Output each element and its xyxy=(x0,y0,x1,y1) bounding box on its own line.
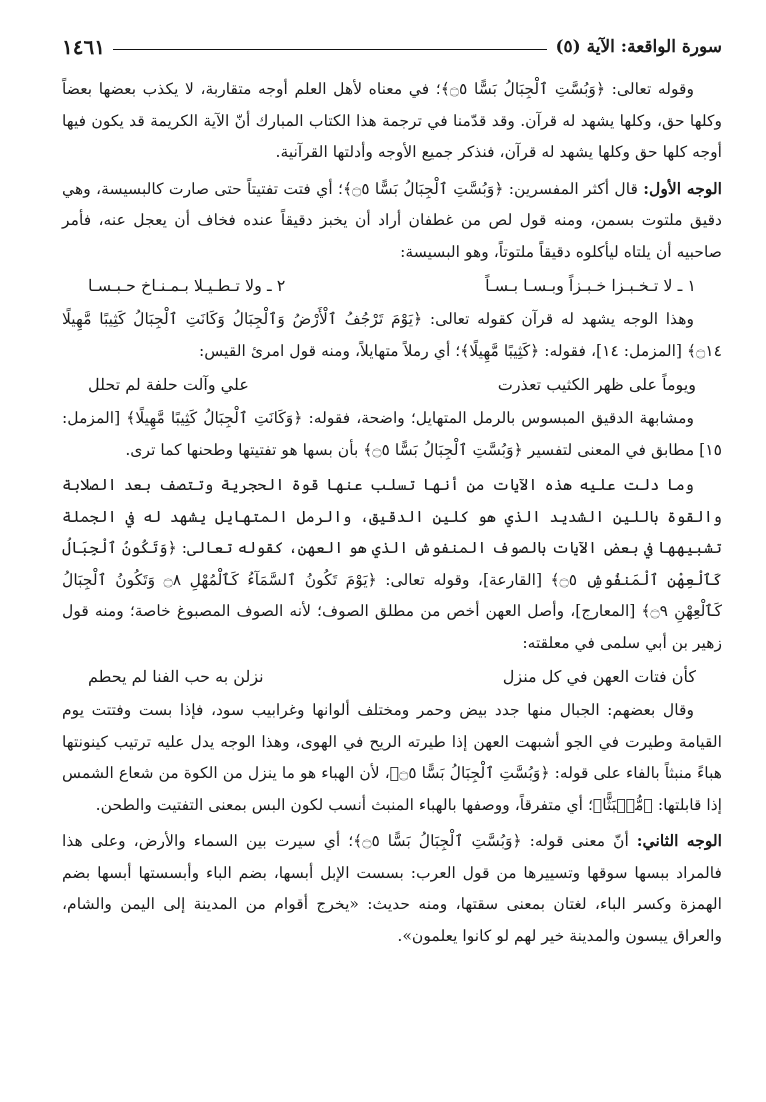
verse-3-second-hemistich: نزلن به حب الفنا لم يحطم xyxy=(88,667,264,686)
verse-1 xyxy=(62,268,722,304)
verse-1-first-hemistich: ١ ـ لا تـخـبـزا خـبـزاً وبـسـا بـسـاً xyxy=(485,276,696,295)
paragraph-evidence: وهذا الوجه يشهد له قرآن كقوله تعالى: ﴿يَوْمَ تَرْجُفُ ٱلْأَرْضُ وَٱلْجِبَالُ وَكَانَتِ ٱلْجِبَالُ كَثِيبًا مَّهِيلًا ۝١٤﴾ [المزمل: ١٤]، فقوله: ﴿كَثِيبًا مَّهِيلًا﴾؛ أي رملاً متهايلاً، ومنه قول امرئ القيس: xyxy=(62,310,722,360)
paragraph-first-view xyxy=(62,173,722,269)
paragraph-wool: وما دلت عليه هذه الآيات من أنها تسلب عنها قوة الحجرية وتتصف بعد الصلابة والقوة باللين الشديد الذي هو كلين الدقيق، والرمل المتهايل يشهد له في الجملة تشبيهها في بعض الآيات بالصوف المنفوش الذي هو العهن، كقوله تعالى: ﴿وَتَكُونُ ٱلْجِبَالُ كَٱلْعِهْنِ ٱلْمَنفُوشِ ۝٥﴾ [القارعة]، وقوله تعالى: ﴿يَوْمَ تَكُونُ ٱلسَّمَآءُ كَٱلْمُهْلِ ۝٨ وَتَكُونُ ٱلْجِبَالُ كَٱلْعِهْنِ ۝٩﴾ [المعارج]، وأصل العهن أخص من مطلق الصوف؛ لأنه الصوف المصبوغ خاصة؛ ومنه قول زهير بن أبي سلمى في معلقته: xyxy=(62,476,722,652)
body-text xyxy=(62,74,722,952)
paragraph-similarity: ومشابهة الدقيق المبسوس بالرمل المتهايل؛ واضحة، فقوله: ﴿وَكَانَتِ ٱلْجِبَالُ كَثِيبًا مَّهِيلًا﴾ [المزمل: ١٥] مطابق في المعنى لتفسير ﴿وَبُسَّتِ ٱلْجِبَالُ بَسًّا ۝٥﴾ بأن بسها هو تفتيتها وطحنها كما ترى. xyxy=(62,409,722,459)
verse-2-second-hemistich: علي وآلت حلفة لم تحلل xyxy=(88,375,249,394)
verse-1-second-hemistich: ٢ ـ ولا تـطـيـلا بـمـنـاخ حـبـسـا xyxy=(88,276,286,295)
first-view-heading: الوجه الأول: xyxy=(643,178,722,198)
page xyxy=(62,30,722,952)
verse-3 xyxy=(62,659,722,695)
verse-3-first-hemistich: كأن فتات العهن في كل منزل xyxy=(502,667,696,686)
second-view-heading: الوجه الثاني: xyxy=(636,831,722,850)
page-number: ١٤٦١ xyxy=(62,35,105,59)
second-view-text: أنّ معنى قوله: ﴿وَبُسَّتِ ٱلْجِبَالُ بَسًّا ۝٥﴾؛ أي سيرت بين السماء والأرض، وعلى هذا فالمراد ببسها سوقها وتسييرها من قول العرب: بسست الإبل أبسها، بضم الباء وأبسستها أبسها بضم الهمزة وكسر الباء، لغتان بمعنى سقتها، ومنه حديث: «يخرج أقوام من المدينة إلى اليمن والشام، والعراق يبسون والمدينة خير لهم لو كانوا يعلمون». xyxy=(62,832,722,945)
header-rule xyxy=(113,49,548,50)
verse-2 xyxy=(62,367,722,403)
paragraph-intro: وقوله تعالى: ﴿وَبُسَّتِ ٱلْجِبَالُ بَسًّا ۝٥﴾؛ في معناه لأهل العلم أوجه متقاربة، لا يكذب بعضها بعضاً وكلها حق، وكلها يشهد له قرآن. وقد قدّمنا في ترجمة هذا الكتاب المبارك أنّ الآية الكريمة قد يكون فيها أوجه كلها حق وكلها يشهد له قرآن، فنذكر جميع الأوجه وأدلتها القرآنية. xyxy=(62,80,722,161)
running-title: سورة الواقعة: الآية (٥) xyxy=(555,37,722,57)
first-view-text: قال أكثر المفسرين: ﴿وَبُسَّتِ ٱلْجِبَالُ بَسًّا ۝٥﴾؛ أي فتت تفتيتاً حتى صارت كالبسيسة، وهي دقيق ملتوت بسمن، ومنه قول لص من غطفان أراد أن يخبز دقيقاً عنده فخاف أن يعجل عنه، فأمر صاحبيه أن يلتاه ليأكلوه دقيقاً ملتوتاً، وهو البسيسة: xyxy=(62,179,722,261)
verse-2-first-hemistich: ويوماً على ظهر الكثيب تعذرت xyxy=(497,375,696,394)
page-header xyxy=(62,30,722,64)
paragraph-colors: وقال بعضهم: الجبال منها جدد بيض وحمر ومختلف ألوانها وغرابيب سود، فإذا بست وفتتت يوم القيامة وطيرت في الجو أشبهت العهن إذا طيرته الريح في الهوى، وهذا الوجه يدل عليه ترتيب كينونتها هباءً منبثاً بالفاء على قوله: ﴿وَبُسَّتِ ٱلْجِبَالُ بَسًّا ۝٥﴾، لأن الهباء هو ما ينزل من الكوة من شعاع الشمس إذا قابلتها: ﴿مُّنۢبَثًّا﴾؛ أي متفرقاً، ووصفها بالهباء المنبث أنسب لكون البس بمعنى التفتيت والطحن. xyxy=(62,701,722,814)
paragraph-second-view xyxy=(62,825,722,952)
